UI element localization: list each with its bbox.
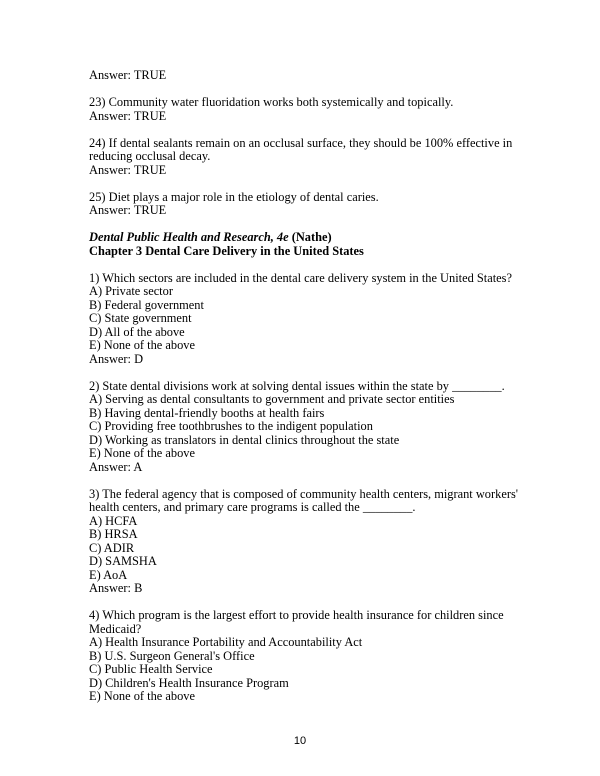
option-e: E) None of the above (89, 338, 195, 352)
question-block-3 (89, 488, 529, 596)
book-heading (89, 231, 529, 245)
option-e: E) None of the above (89, 689, 195, 703)
question-text: reducing occlusal decay. (89, 149, 211, 163)
option-b: B) Federal government (89, 297, 204, 312)
answer-line: Answer: TRUE (89, 68, 167, 82)
answer-line: Answer: TRUE (89, 203, 167, 217)
document-page (89, 69, 529, 717)
question-text: 25) Diet plays a major role in the etiology of dental caries. (89, 189, 379, 204)
chapter-title: Chapter 3 Dental Care Delivery in the United States (89, 243, 364, 258)
option-c: C) State government (89, 311, 192, 325)
option-a: A) Serving as dental consultants to government and private sector entities (89, 392, 455, 406)
question-block-23 (89, 96, 529, 123)
option-c: C) ADIR (89, 540, 135, 555)
option-a: A) Private sector (89, 284, 173, 298)
option-c: C) Public Health Service (89, 662, 213, 676)
question-text: 1) Which sectors are included in the dental care delivery system in the United States? (89, 270, 512, 285)
option-e: E) AoA (89, 567, 128, 582)
section-header (89, 231, 529, 258)
question-block-25 (89, 191, 529, 218)
option-d: D) Working as translators in dental clinics throughout the state (89, 432, 400, 447)
option-e: E) None of the above (89, 446, 195, 460)
book-title: Dental Public Health and Research, 4e (89, 230, 289, 244)
answer-line: Answer: D (89, 351, 144, 366)
question-text: 24) If dental sealants remain on an occlusal surface, they should be 100% effective in (89, 135, 513, 150)
option-b: B) Having dental-friendly booths at health fairs (89, 405, 325, 420)
question-block-22 (89, 69, 529, 83)
option-c: C) Providing free toothbrushes to the indigent population (89, 419, 373, 433)
option-a: A) HCFA (89, 513, 138, 528)
option-d: D) All of the above (89, 324, 185, 339)
book-author: (Nathe) (288, 230, 332, 244)
question-block-2 (89, 380, 529, 475)
question-block-24 (89, 137, 529, 178)
question-block-4 (89, 609, 529, 704)
question-text: 3) The federal agency that is composed of community health centers, migrant workers' (89, 486, 518, 501)
option-b: B) U.S. Surgeon General's Office (89, 648, 255, 663)
question-text: 4) Which program is the largest effort to provide health insurance for children since (89, 608, 504, 622)
question-text: Medicaid? (89, 621, 142, 636)
question-text: 2) State dental divisions work at solving dental issues within the state by ________. (89, 378, 505, 393)
answer-line: Answer: B (89, 581, 143, 595)
question-text: health centers, and primary care programs is called the ________. (89, 500, 416, 514)
option-d: D) Children's Health Insurance Program (89, 675, 289, 690)
option-b: B) HRSA (89, 527, 138, 541)
question-block-1 (89, 272, 529, 367)
question-text: 23) Community water fluoridation works both systemically and topically. (89, 95, 454, 109)
option-a: A) Health Insurance Portability and Accountability Act (89, 635, 363, 649)
answer-line: Answer: TRUE (89, 108, 167, 123)
answer-line: Answer: TRUE (89, 162, 167, 177)
answer-line: Answer: A (89, 459, 143, 474)
option-d: D) SAMSHA (89, 554, 157, 568)
page-number: 10 (293, 735, 307, 747)
